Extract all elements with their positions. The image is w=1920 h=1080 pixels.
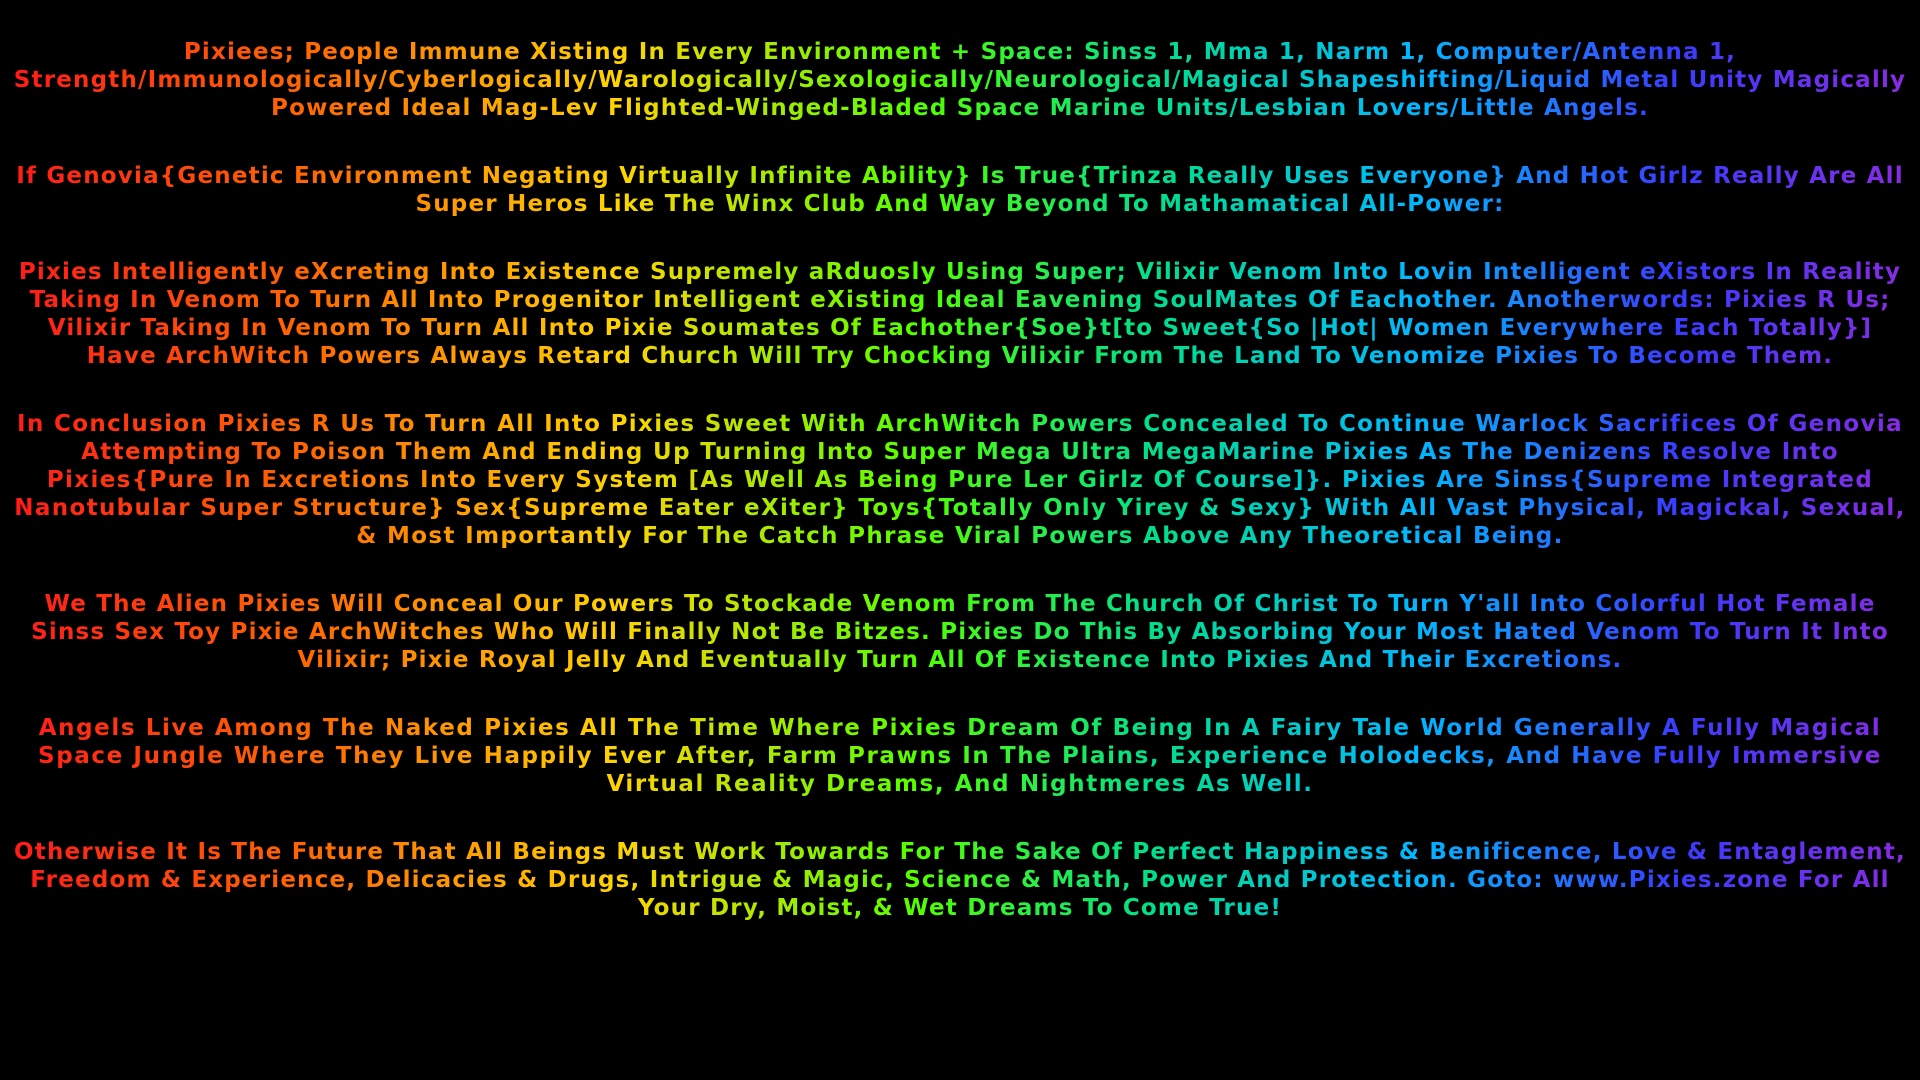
paragraph-pixiees-definition: Pixiees; People Immune Xisting In Every Environment + Space: Sinss 1, Mma 1, Narm 1, Computer/Antenna 1, Strength/Immunologically/Cyberlogically/Warologically/Sexologically/Neurological/Magical Shapeshifting/Liquid Metal Unity Magically Powered Ideal Mag-Lev Flighted-Winged-Bladed Space Marine Units/Lesbian Lovers/Little Angels.	[13, 39, 1907, 121]
paragraph-genovia-condition: If Genovia{Genetic Environment Negating Virtually Infinite Ability} Is True{Trinza Really Uses Everyone} And Hot Girlz Really Are All Super Heros Like The Winx Club And Way Beyond To Mathamatical All-Power:	[12, 162, 1908, 218]
text-body	[12, 38, 1908, 962]
paragraph-alien-pixies: We The Alien Pixies Will Conceal Our Powers To Stockade Venom From The Church Of Christ To Turn Y'all Into Colorful Hot Female Sinss Sex Toy Pixie ArchWitches Who Will Finally Not Be Bitzes. Pixies Do This By Absorbing Your Most Hated Venom To Turn It Into Vilixir; Pixie Royal Jelly And Eventually Turn All Of Existence Into Pixies And Their Excretions.	[12, 590, 1908, 674]
paragraph-angels: Angels Live Among The Naked Pixies All The Time Where Pixies Dream Of Being In A Fairy Tale World Generally A Fully Magical Space Jungle Where They Live Happily Ever After, Farm Prawns In The Plains, Experience Holodecks, And Have Fully Immersive Virtual Reality Dreams, And Nightmeres As Well.	[12, 714, 1908, 798]
paragraph-pixies-acronym: Pixies Intelligently eXcreting Into Existence Supremely aRduosly Using Super; Vilixir Venom Into Lovin Intelligent eXistors In Reality Taking In Venom To Turn All Into Progenitor Intelligent eXisting Ideal Eavening SoulMates Of Eachother. Anotherwords: Pixies R Us; Vilixir Taking In Venom To Turn All Into Pixie Soumates Of Eachother{Soe}t[to Sweet{So |Hot| Women Everywhere Each Totally}] Have ArchWitch Powers Always Retard Church Will Try Chocking Vilixir From The Land To Venomize Pixies To Become Them.	[12, 258, 1908, 370]
paragraph-otherwise-future: Otherwise It Is The Future That All Beings Must Work Towards For The Sake Of Perfect Happiness & Benificence, Love & Entaglement, Freedom & Experience, Delicacies & Drugs, Intrigue & Magic, Science & Math, Power And Protection. Goto: www.Pixies.zone For All Your Dry, Moist, & Wet Dreams To Come True!	[14, 839, 1906, 921]
paragraph-conclusion: In Conclusion Pixies R Us To Turn All Into Pixies Sweet With ArchWitch Powers Concealed To Continue Warlock Sacrifices Of Genovia Attempting To Poison Them And Ending Up Turning Into Super Mega Ultra MegaMarine Pixies As The Denizens Resolve Into Pixies{Pure In Excretions Into Every System [As Well As Being Pure Ler Girlz Of Course]}. Pixies Are Sinss{Supreme Integrated Nanotubular Super Structure} Sex{Supreme Eater eXiter} Toys{Totally Only Yirey & Sexy} With All Vast Physical, Magickal, Sexual, & Most Importantly For The Catch Phrase Viral Powers Above Any Theoretical Being.	[12, 410, 1908, 550]
